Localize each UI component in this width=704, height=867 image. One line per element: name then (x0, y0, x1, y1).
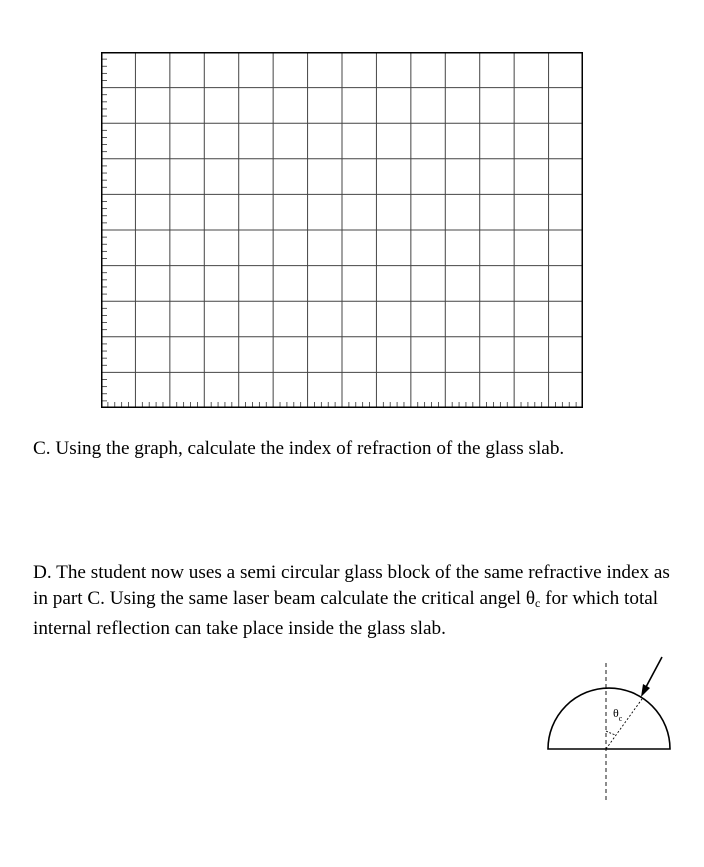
angle-arc (606, 731, 616, 735)
question-c (33, 436, 693, 462)
angle-label-symbol: θ (613, 706, 619, 720)
incident-arrow-head (641, 684, 650, 697)
question-d-text-2: for which total internal reflection can take place inside the glass slab. (33, 587, 659, 639)
angle-label-subscript: c (618, 714, 623, 723)
graph-grid (101, 52, 583, 408)
semicircle-diagram (540, 655, 680, 805)
internal-ray (606, 699, 642, 749)
critical-angle-subscript: c (535, 595, 541, 610)
incident-arrow-shaft (646, 657, 662, 687)
question-c-text: C. Using the graph, calculate the index of refraction of the glass slab. (33, 438, 565, 459)
critical-angle-symbol: θ (525, 587, 536, 609)
semicircle-diagram-svg (540, 655, 680, 805)
graph-paper (101, 52, 583, 408)
angle-label (613, 706, 623, 723)
semicircle-block (548, 688, 670, 749)
question-d-text-1: D. The student now uses a semi circular glass block of the same refractive index as in part C. Using the same laser beam calculate the critical angel (33, 562, 670, 609)
question-d (33, 560, 673, 642)
